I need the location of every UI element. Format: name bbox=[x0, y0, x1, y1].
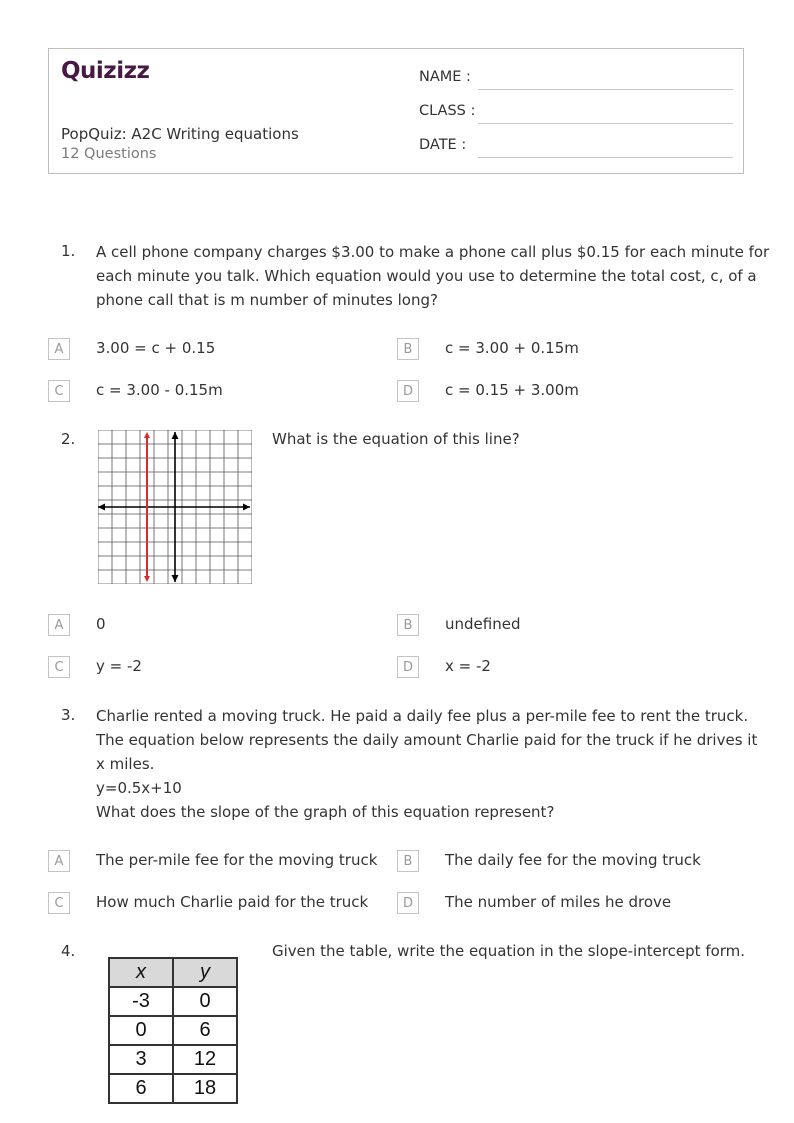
class-field[interactable] bbox=[478, 123, 733, 124]
question-line: Charlie rented a moving truck. He paid a daily fee plus a per-mile fee to rent the truck. bbox=[96, 707, 749, 725]
question-text bbox=[96, 704, 758, 824]
table-row bbox=[109, 1016, 237, 1045]
option-d-box[interactable]: D bbox=[397, 656, 419, 678]
option-d-text[interactable]: The number of miles he drove bbox=[445, 893, 672, 911]
question-equation: y=0.5x+10 bbox=[96, 779, 182, 797]
option-a-text[interactable]: 3.00 = c + 0.15 bbox=[96, 339, 216, 357]
question-line: A cell phone company charges $3.00 to make a phone call plus $0.15 for each minute for bbox=[96, 243, 770, 261]
y-axis-arrow-down bbox=[172, 575, 179, 582]
table-cell: 6 bbox=[173, 1016, 237, 1045]
option-a-text[interactable]: 0 bbox=[96, 615, 106, 633]
quizizz-logo: Quizizz bbox=[61, 58, 150, 84]
worksheet-header bbox=[48, 48, 744, 174]
question-text: What is the equation of this line? bbox=[272, 430, 520, 448]
option-d-box[interactable]: D bbox=[397, 380, 419, 402]
date-label: DATE : bbox=[419, 137, 467, 153]
option-a-box[interactable]: A bbox=[48, 338, 70, 360]
option-a-box[interactable]: A bbox=[48, 614, 70, 636]
name-field[interactable] bbox=[478, 89, 733, 90]
table-cell: 3 bbox=[109, 1045, 173, 1074]
question-number: 4. bbox=[61, 942, 76, 960]
option-d-text[interactable]: c = 0.15 + 3.00m bbox=[445, 381, 579, 399]
option-c-box[interactable]: C bbox=[48, 656, 70, 678]
table-cell: 0 bbox=[109, 1016, 173, 1045]
table-row bbox=[109, 1074, 237, 1103]
option-b-text[interactable]: The daily fee for the moving truck bbox=[445, 851, 701, 869]
quiz-title: PopQuiz: A2C Writing equations bbox=[61, 125, 299, 143]
option-b-box[interactable]: B bbox=[397, 850, 419, 872]
question-count: 12 Questions bbox=[61, 146, 157, 162]
question-line: each minute you talk. Which equation would you use to determine the total cost, c, of a bbox=[96, 267, 757, 285]
table-header: y bbox=[173, 958, 237, 987]
question-number: 3. bbox=[61, 706, 76, 724]
x-axis-arrow-right bbox=[243, 504, 250, 511]
option-c-text[interactable]: c = 3.00 - 0.15m bbox=[96, 381, 223, 399]
question-text: Given the table, write the equation in the slope-intercept form. bbox=[272, 942, 746, 960]
option-b-box[interactable]: B bbox=[397, 338, 419, 360]
option-c-box[interactable]: C bbox=[48, 380, 70, 402]
x-axis-arrow-left bbox=[98, 504, 105, 511]
question-line: phone call that is m number of minutes long? bbox=[96, 291, 438, 309]
question-line: What does the slope of the graph of this equation represent? bbox=[96, 803, 555, 821]
table-cell: -3 bbox=[109, 987, 173, 1016]
question-line: The equation below represents the daily amount Charlie paid for the truck if he drives it bbox=[96, 731, 758, 749]
option-d-text[interactable]: x = -2 bbox=[445, 657, 491, 675]
option-c-box[interactable]: C bbox=[48, 892, 70, 914]
table-cell: 0 bbox=[173, 987, 237, 1016]
xy-table bbox=[108, 957, 238, 1104]
table-row bbox=[109, 1045, 237, 1074]
option-a-text[interactable]: The per-mile fee for the moving truck bbox=[96, 851, 378, 869]
option-a-box[interactable]: A bbox=[48, 850, 70, 872]
option-b-box[interactable]: B bbox=[397, 614, 419, 636]
coordinate-graph bbox=[98, 430, 252, 584]
option-b-text[interactable]: undefined bbox=[445, 615, 521, 633]
question-number: 1. bbox=[61, 242, 76, 260]
line-arrow-up bbox=[144, 432, 150, 438]
y-axis-arrow-up bbox=[172, 432, 179, 439]
table-cell: 12 bbox=[173, 1045, 237, 1074]
option-c-text[interactable]: How much Charlie paid for the truck bbox=[96, 893, 369, 911]
question-line: x miles. bbox=[96, 755, 155, 773]
table-header-row bbox=[109, 958, 237, 987]
option-d-box[interactable]: D bbox=[397, 892, 419, 914]
question-text bbox=[96, 240, 770, 312]
date-field[interactable] bbox=[478, 157, 733, 158]
table-cell: 6 bbox=[109, 1074, 173, 1103]
question-number: 2. bbox=[61, 430, 76, 448]
option-b-text[interactable]: c = 3.00 + 0.15m bbox=[445, 339, 579, 357]
class-label: CLASS : bbox=[419, 103, 476, 119]
table-cell: 18 bbox=[173, 1074, 237, 1103]
line-arrow-down bbox=[144, 576, 150, 582]
option-c-text[interactable]: y = -2 bbox=[96, 657, 142, 675]
table-row bbox=[109, 987, 237, 1016]
name-label: NAME : bbox=[419, 69, 471, 85]
table-header: x bbox=[109, 958, 173, 987]
